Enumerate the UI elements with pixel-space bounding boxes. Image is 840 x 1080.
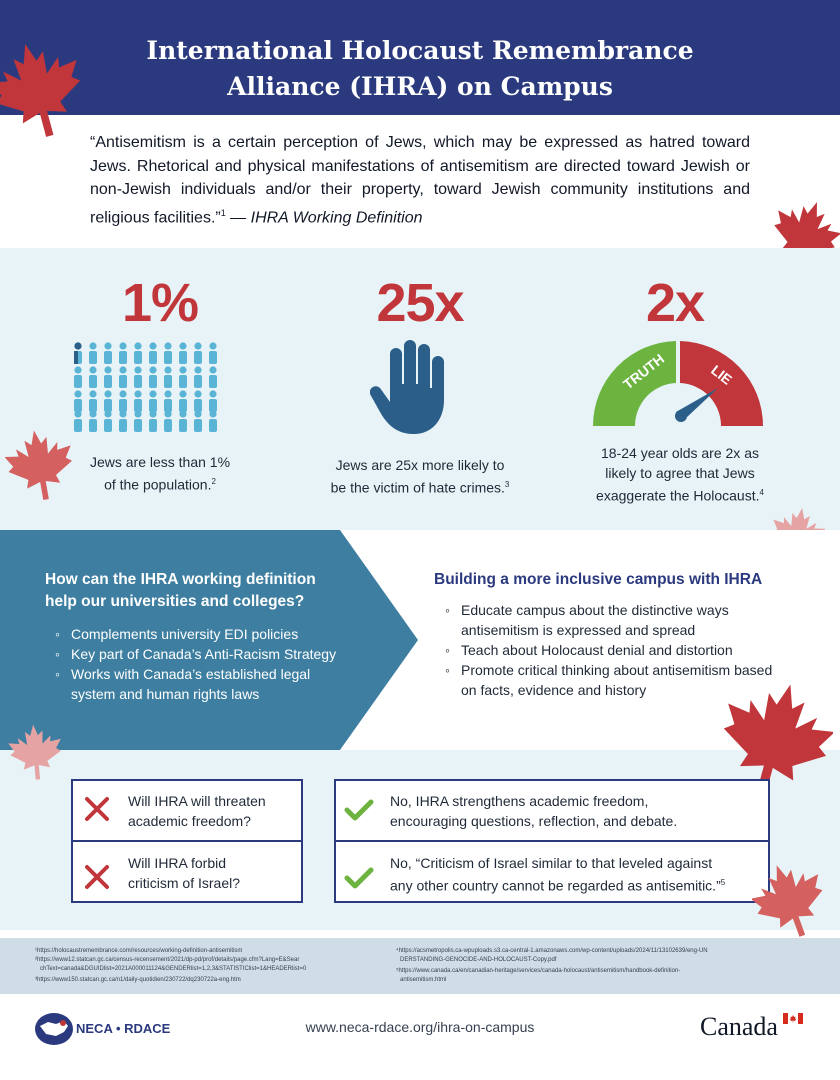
divider bbox=[334, 840, 770, 842]
gauge-truth-label: TRUTH bbox=[619, 350, 668, 393]
truth-lie-gauge-icon bbox=[588, 338, 768, 428]
people-grid-icon bbox=[72, 342, 252, 434]
list-item: ◦ Educate campus about the distinctive ways antisemitism is expressed and spread bbox=[445, 600, 785, 640]
x-mark-icon bbox=[84, 864, 110, 890]
stat-value-holocaust: 2x bbox=[645, 273, 705, 333]
x-mark-icon bbox=[84, 796, 110, 822]
list-item: ◦ Key part of Canada’s Anti-Racism Strategy bbox=[55, 644, 375, 664]
fact-answer: No, IHRA strengthens academic freedom, encouraging questions, reflection, and debate. bbox=[390, 793, 678, 829]
stat-caption-population: Jews are less than 1% of the population.$^2$ bbox=[89, 454, 231, 493]
footnote-5[interactable]: ⁵https://www.canada.ca/en/canadian-heritage/services/canada-holocaust/antisemitism/handbook-definition- bbox=[396, 968, 681, 974]
header-banner bbox=[0, 0, 840, 115]
footnote-2[interactable]: ²https://www12.statcan.gc.ca/census-recensement/2021/dp-pd/prof/details/page.cfm?Lang=E&Sear bbox=[35, 957, 300, 963]
how-section-title: How can the IHRA working definition help our universities and colleges? bbox=[45, 571, 316, 610]
footnotes bbox=[0, 938, 840, 994]
campaign-url-link[interactable]: www.neca-rdace.org/ihra-on-campus bbox=[305, 1019, 535, 1035]
footnote-1[interactable]: ¹https://holocaustremembrance.com/resources/working-definition-antisemitism bbox=[35, 948, 243, 954]
list-item: ◦ Complements university EDI policies bbox=[55, 624, 375, 644]
fact-answer: No, “Criticism of Israel similar to that leveled against any other country cannot be regarded as antisemitic.”$^5$ bbox=[390, 855, 726, 894]
how-list bbox=[55, 624, 375, 704]
stat-caption-hate-crimes: Jews are 25x more likely to be the victim of hate crimes.$^3$ bbox=[330, 457, 510, 496]
footnote-2-cont[interactable]: chText=canada&DGUIDlist=2021A000011124&GENDERlist=1,2,3&STATISTIClist=1&HEADERlist=0 bbox=[40, 966, 307, 972]
list-item: ◦ Teach about Holocaust denial and distortion bbox=[445, 640, 785, 660]
maple-leaf-icon bbox=[752, 858, 827, 943]
footnote-4[interactable]: ⁴https://acsmetropolis.ca-wpuploads.s3.ca-central-1.amazonaws.com/wp-content/uploads/2024/11/13102639/eng-UN bbox=[396, 948, 708, 954]
list-item: ◦ Works with Canada’s established legal system and human rights laws bbox=[55, 664, 345, 704]
canada-wordmark: Canada bbox=[700, 1012, 778, 1041]
divider bbox=[71, 840, 303, 842]
myth-question: Will IHRA forbid criticism of Israel? bbox=[128, 855, 241, 891]
myth-question: Will IHRA will threaten academic freedom? bbox=[128, 793, 266, 829]
list-item: ◦ Promote critical thinking about antisemitism based on facts, evidence and history bbox=[445, 660, 785, 700]
stat-value-population: 1% bbox=[121, 273, 199, 333]
checkmark-icon bbox=[344, 866, 374, 890]
checkmark-icon bbox=[344, 798, 374, 822]
footnote-5-cont[interactable]: antisemitism.html bbox=[400, 977, 447, 983]
stat-value-hate-crimes: 25x bbox=[376, 273, 464, 333]
stat-caption-holocaust: 18-24 year olds are 2x as likely to agree that Jews exaggerate the Holocaust.$^4$ bbox=[596, 445, 764, 504]
canada-flag-icon bbox=[783, 1013, 803, 1024]
footnote-4-cont[interactable]: DERSTANDING-GENOCIDE-AND-HOLOCAUST-Copy.pdf bbox=[400, 957, 557, 963]
building-section-title: Building a more inclusive campus with IHRA bbox=[434, 571, 763, 588]
footnote-3[interactable]: ³https://www150.statcan.gc.ca/n1/daily-quotidien/230722/dq230722a-eng.htm bbox=[35, 977, 241, 983]
maple-leaf-icon bbox=[8, 722, 63, 782]
page-title: International Holocaust Remembrance Alliance (IHRA) on Campus bbox=[146, 36, 694, 101]
raised-hand-icon bbox=[370, 340, 450, 435]
gauge-lie-label: LIE bbox=[708, 361, 736, 388]
neca-logo-text: NECA • RDACE bbox=[76, 1021, 171, 1036]
ihra-definition-quote: “Antisemitism is a certain perception of Jews, which may be expressed as hatred toward Jews. Rhetorical and physical manifestations of antisemitism are directed toward Jewish or non-Jewish individuals and/or their property, toward Jewish community institutions and religious facilities.”$^1$ — IHRA Working Definition bbox=[90, 134, 750, 226]
